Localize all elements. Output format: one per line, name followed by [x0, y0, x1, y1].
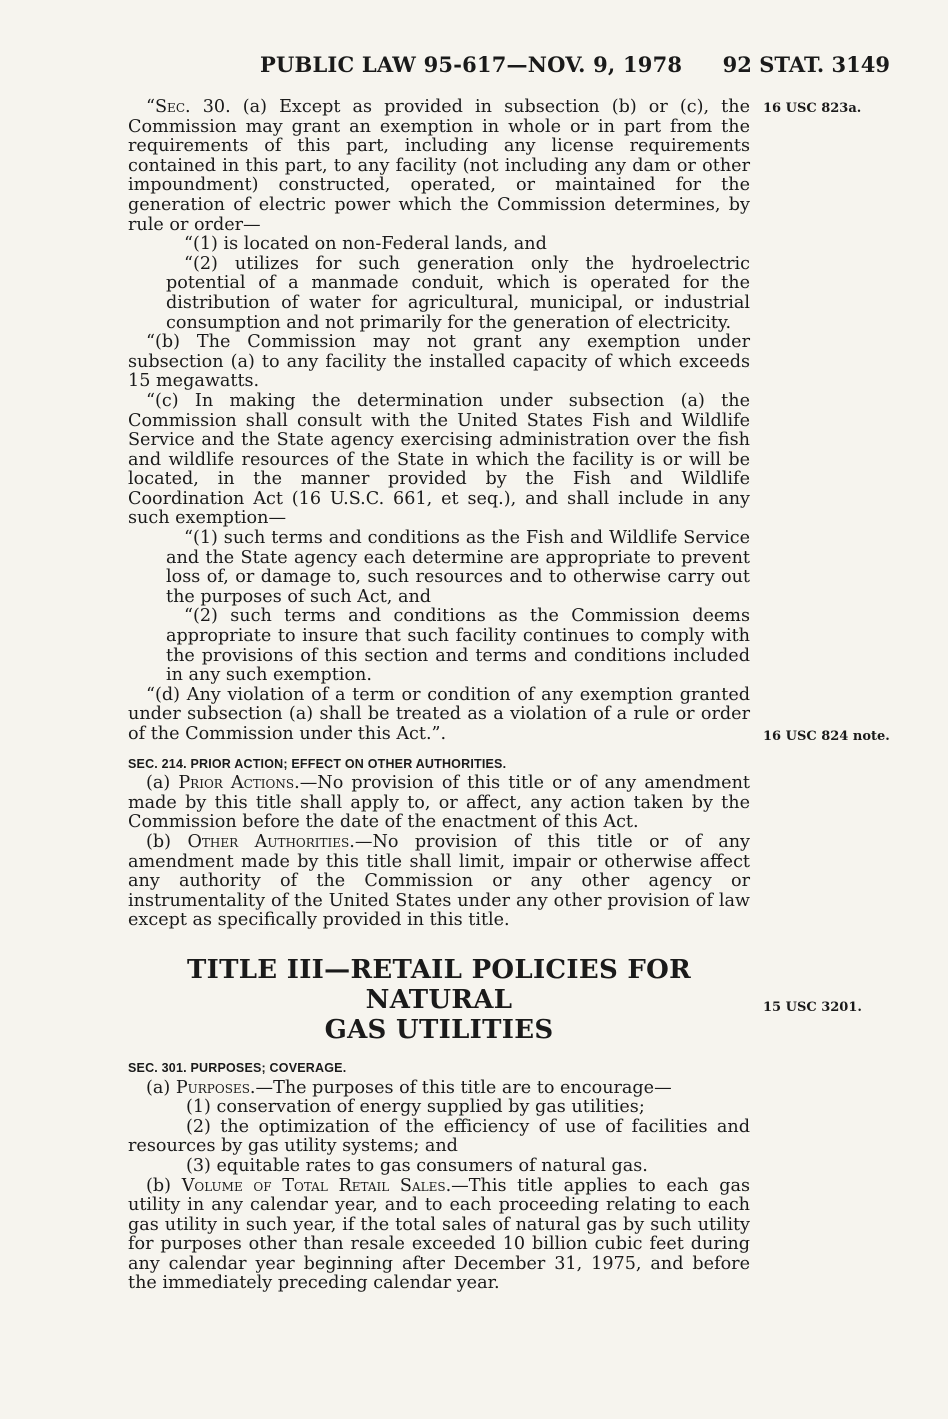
sec301-a1: (1) conservation of energy supplied by gas utilities;	[186, 1097, 645, 1118]
sec301-a-label: (a)	[146, 1077, 176, 1098]
title-line-2: GAS UTILITIES	[324, 1014, 554, 1045]
sec30-text: 30. (a) Except as provided in subsection (b) or (c), the Commission may grant an exemption in whole or in part from the requirements of this part, including any license requirements contained in this part, to any facility (not including any dam or other impoundment) constructed, operated, or maintained for the generation of electric power which the Commission determines, by rule or order—	[128, 97, 750, 235]
sec214-b	[128, 833, 750, 931]
margin-note-sec30: 16 USC 823a.	[763, 101, 862, 116]
sec301-a-text: —The purposes of this title are to encourage—	[255, 1077, 672, 1098]
sec301-b-label: (b)	[146, 1175, 182, 1196]
sec30-a2: “(2) utilizes for such generation only the hydroelectric potential of a manmade conduit, which is operated for the distribution of water for agricultural, municipal, or industrial consumption and not primarily for the generation of electricity.	[166, 253, 750, 333]
sec214-b-caption: Other Authorities.	[187, 831, 355, 852]
margin-note-sec301: 15 USC 3201.	[763, 1000, 862, 1015]
sec30-paragraph	[128, 98, 750, 235]
body-text	[128, 98, 750, 1294]
sec301-a2: (2) the optimization of the efficiency of use of facilities and resources by gas utility systems; and	[128, 1116, 750, 1157]
sec301-b	[128, 1177, 750, 1295]
sec214-a-label: (a)	[146, 773, 179, 794]
sec214-a-text: —No provision of this title or of any amendment made by this title shall apply to, or affect, any action taken by the Commission before the date of the enactment of this Act.	[128, 773, 750, 833]
sec30-c2: “(2) such terms and conditions as the Commission deems appropriate to insure that such facility continues to comply with the provisions of this section and terms and conditions included in any such exemption.	[166, 606, 750, 686]
section-label: Sec.	[155, 97, 191, 117]
sec30-c: “(c) In making the determination under subsection (a) the Commission shall consult with the United States Fish and Wildlife Service and the State agency exercising administration over the fish and wildlife resources of the State in which the facility is or will be located, in the manner provided by the Fish and Wildlife Coordination Act (16 U.S.C. 661, et seq.), and shall include in any such exemption—	[128, 390, 750, 529]
sec301-a	[128, 1079, 750, 1099]
sec301-b-text: —This title applies to each gas utility in any calendar year, and to each proceeding relating to each gas utility in such year, if the total sales of natural gas by such utility for purposes other than resale exceeded 10 billion cubic feet during any calendar year beginning after December 31, 1975, and before the immediately preceding calendar year.	[128, 1175, 750, 1294]
title-line-1: TITLE III—RETAIL POLICIES FOR NATURAL	[186, 954, 692, 1015]
running-header: PUBLIC LAW 95-617—NOV. 9, 1978	[260, 52, 683, 77]
sec301-a3: (3) equitable rates to gas consumers of natural gas.	[186, 1155, 648, 1176]
sec301-b-caption: Volume of Total Retail Sales.	[181, 1175, 452, 1196]
sec214-a	[128, 774, 750, 833]
statute-page-number: 92 STAT. 3149	[722, 52, 890, 77]
sec301-heading: SEC. 301. PURPOSES; COVERAGE.	[128, 1060, 347, 1075]
title-heading	[128, 955, 750, 1045]
sec30-c1: “(1) such terms and conditions as the Fish and Wildlife Service and the State agency each determine are appropriate to prevent loss of, or damage to, such resources and to otherwise carry out the purposes of such Act, and	[166, 528, 750, 607]
sec301-a-caption: Purposes.	[175, 1077, 256, 1098]
sec214-b-label: (b)	[146, 831, 188, 852]
sec30-a1: “(1) is located on non-Federal lands, and	[184, 234, 547, 255]
margin-note-sec214: 16 USC 824 note.	[763, 729, 890, 744]
sec214-b-text: —No provision of this title or of any amendment made by this title shall limit, impair or otherwise affect any authority of the Commission or any other agency or instrumentality of the United States under any other provision of law except as specifically provided in this title.	[128, 831, 750, 931]
open-quote: “	[146, 97, 155, 117]
sec30-d: “(d) Any violation of a term or condition of any exemption granted under subsection (a) shall be treated as a violation of a rule or order of the Commission under this Act.”.	[128, 684, 750, 744]
sec30-b: “(b) The Commission may not grant any exemption under subsection (a) to any facility the installed capacity of which exceeds 15 megawatts.	[128, 332, 750, 392]
sec214-a-caption: Prior Actions.	[178, 773, 300, 794]
sec214-heading: SEC. 214. PRIOR ACTION; EFFECT ON OTHER AUTHORITIES.	[128, 756, 507, 771]
